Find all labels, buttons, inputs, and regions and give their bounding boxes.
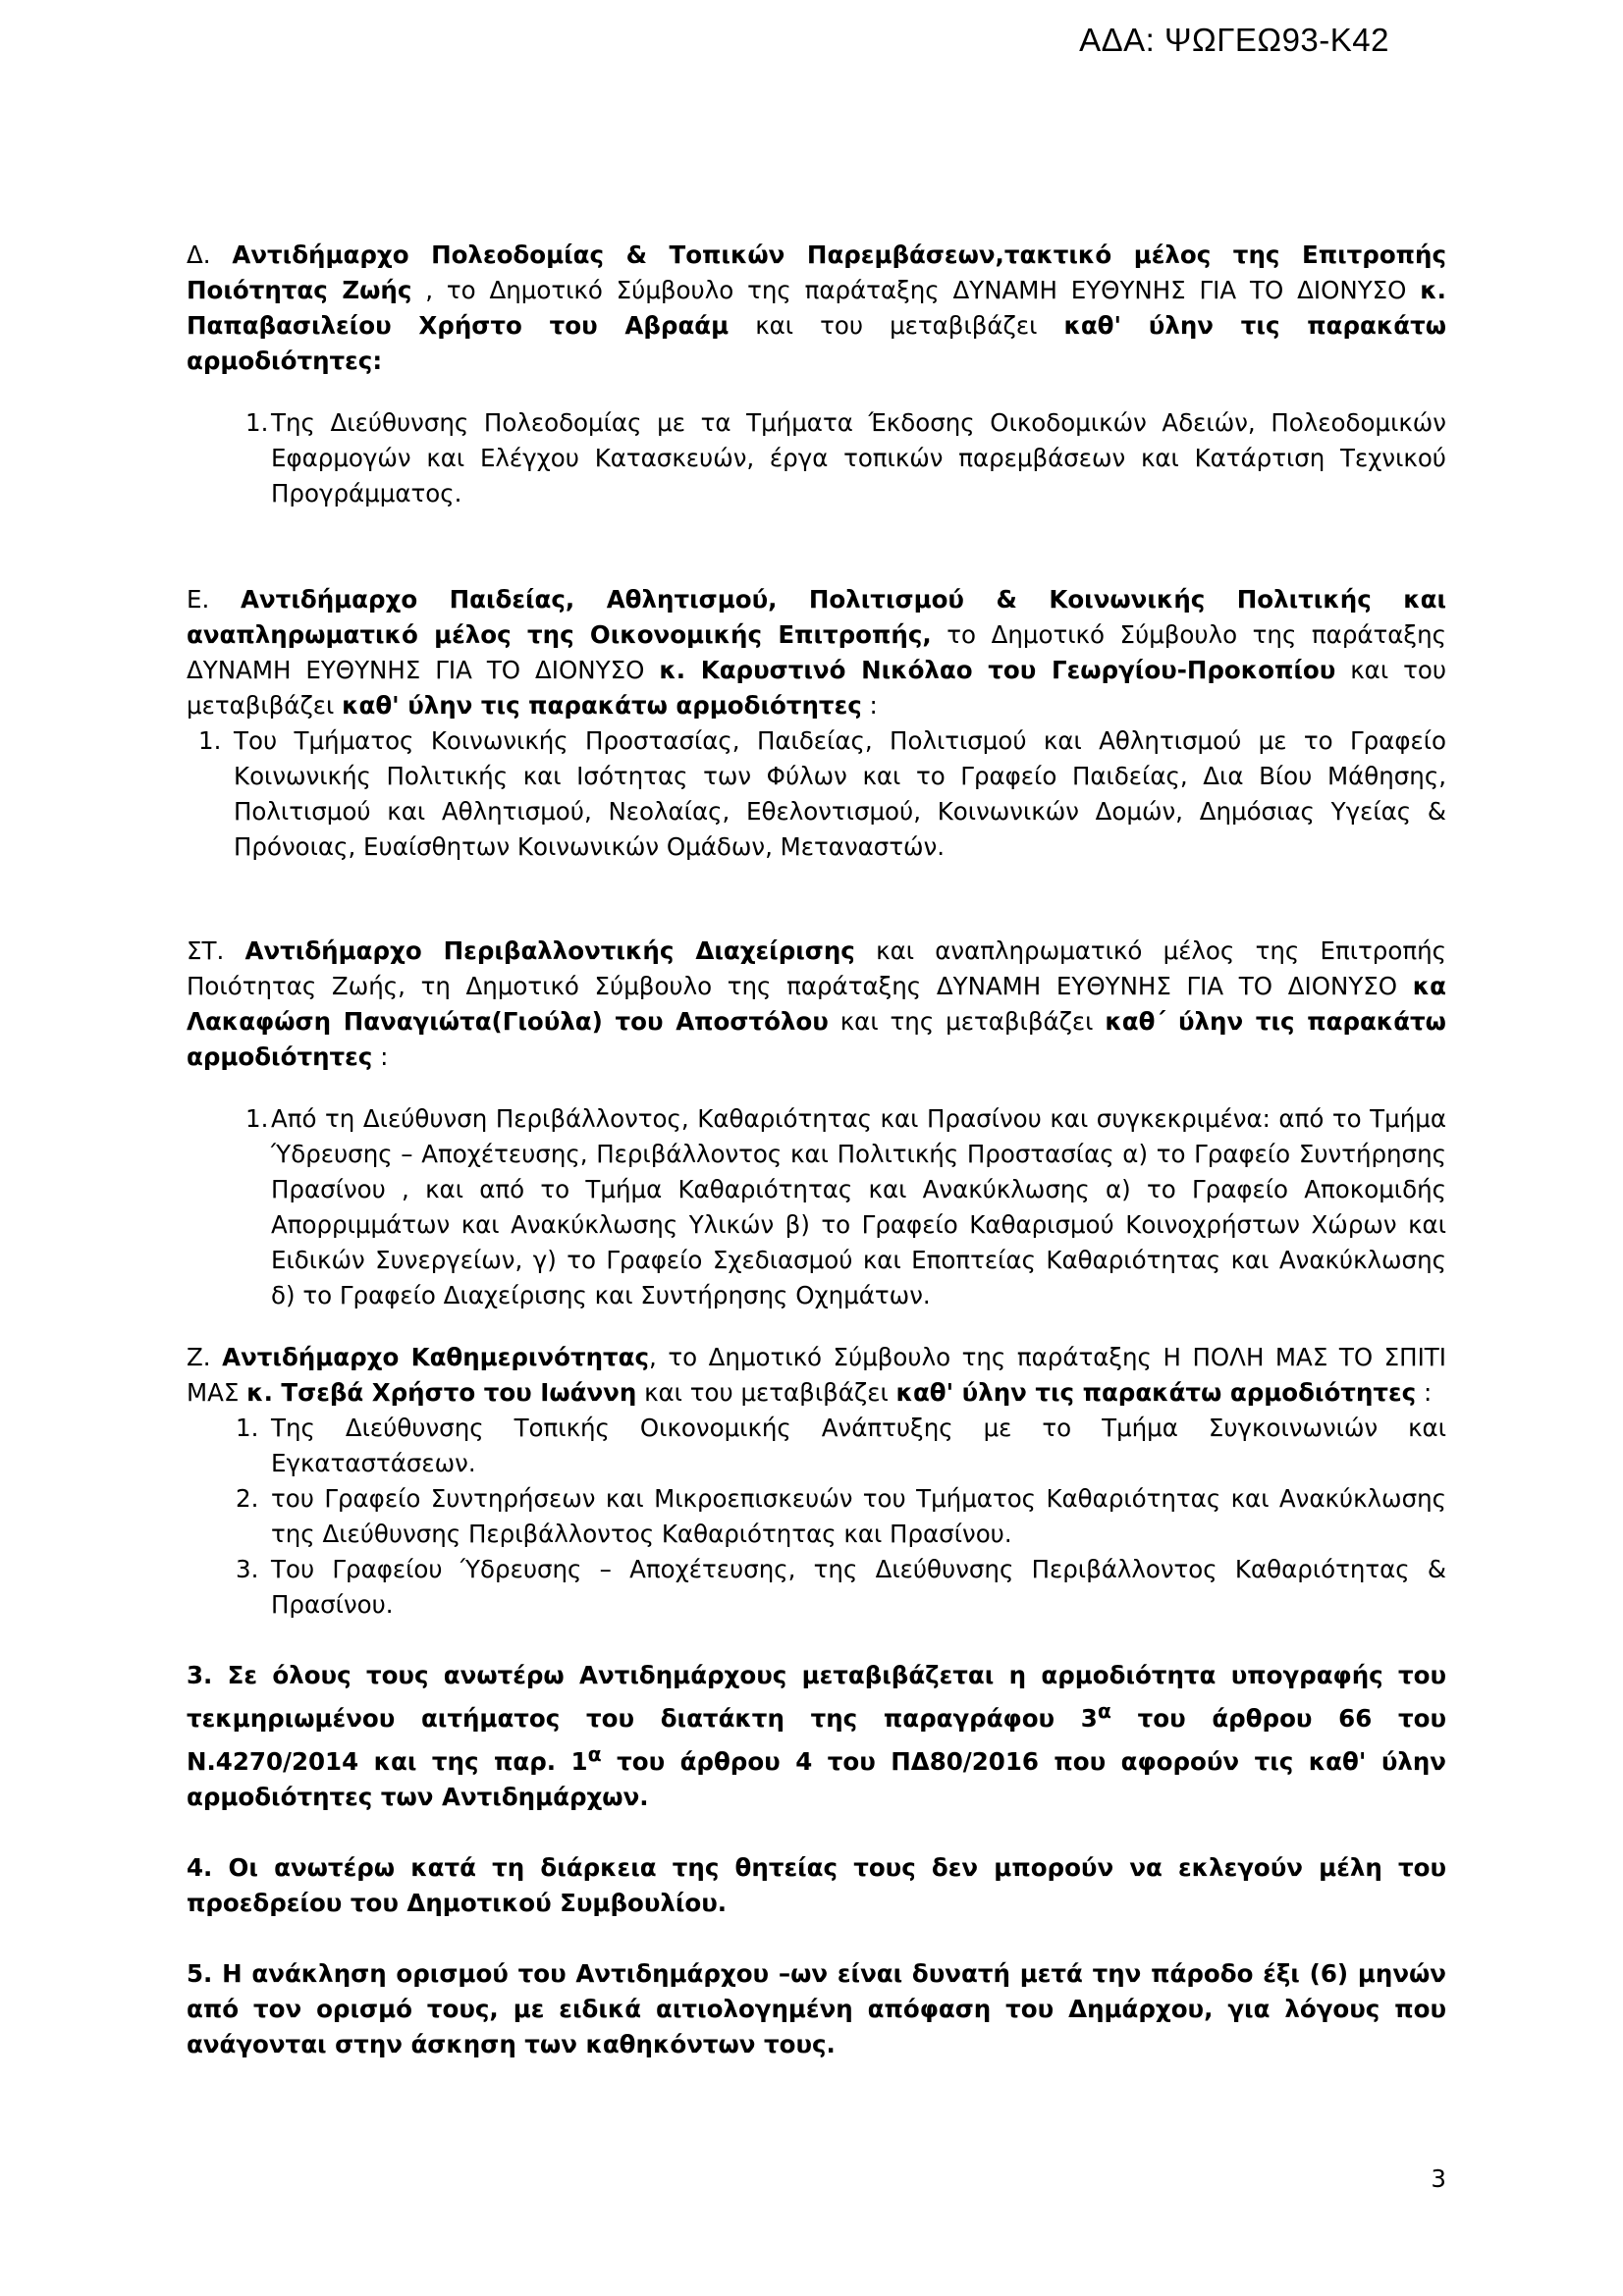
text: και αναπληρωματικό μέλος της Επιτροπής Ποιότητας Ζωής, τη Δημοτικό Σύμβουλο της παράταξης ΔΥΝΑΜΗ ΕΥΘΥΝΗΣ ΓΙΑ ΤΟ ΔΙΟΝΥΣΟ [187, 936, 1446, 1000]
item-text: Της Διεύθυνσης Τοπικής Οικονομικής Ανάπτυξης με το Τμήμα Συγκοινωνιών και Εγκαταστάσεων. [271, 1414, 1446, 1477]
superscript: α [1097, 1699, 1111, 1723]
text: και του μεταβιβάζει [187, 656, 1446, 720]
text: : [861, 691, 878, 720]
text: του άρθρου 66 του Ν.4270/2014 και της παρ. 1 [187, 1704, 1446, 1777]
item-text: Του Γραφείου Ύδρευσης – Αποχέτευσης, της Διεύθυνσης Περιβάλλοντος Καθαριότητας & Πρασίνου. [271, 1555, 1446, 1619]
item-number: 1. [198, 726, 222, 755]
item-number: 1. [236, 1414, 259, 1442]
ada-code: ΑΔΑ: ΨΩΓΕΩ93-Κ42 [1079, 22, 1389, 58]
text: 4. Οι ανωτέρω κατά τη διάρκεια της θητείας τους δεν μπορούν να εκλεγούν μέλη του προεδρείου του Δημοτικού Συμβουλίου. [187, 1853, 1446, 1918]
superscript: α [587, 1742, 602, 1767]
duties-heading: καθ' ύλην τις παρακάτω αρμοδιότητες: [187, 311, 1447, 375]
paragraph-4 [187, 1850, 1446, 1921]
person-name: κ. Καρυστινό Νικόλαο του Γεωργίου-Προκοπίου [659, 656, 1336, 684]
list-item [236, 1552, 1446, 1623]
text: : [1416, 1378, 1433, 1407]
list-item [245, 405, 1446, 511]
role-title: Αντιδήμαρχο Καθημερινότητας [222, 1343, 650, 1371]
text: 5. Η ανάκληση ορισμού του Αντιδημάρχου –ων είναι δυνατή μετά την πάροδο έξι (6) μηνών από τον ορισμό τους, με ειδικά αιτιολογημένη απόφαση του Δημάρχου, για λόγους που ανάγονται στην άσκηση των καθηκόντων τους. [187, 1959, 1446, 2059]
person-name: κ. Παπαβασιλείου Χρήστο του Αβραάμ [187, 276, 1446, 340]
document-body [187, 238, 1446, 2062]
item-text: Του Τμήματος Κοινωνικής Προστασίας, Παιδείας, Πολιτισμού και Αθλητισμού με το Γραφείο Κοινωνικής Πολιτικής και Ισότητας των Φύλων και το Γραφείο Παιδείας, Δια Βίου Μάθησης, Πολιτισμού και Αθλητισμού, Νεολαίας, Εθελοντισμού, Κοινωνικών Δομών, Δημόσιας Υγείας & Πρόνοιας, Ευαίσθητων Κοινωνικών Ομάδων, Μεταναστών. [234, 726, 1446, 861]
list-item [236, 1411, 1446, 1481]
role-title: Αντιδήμαρχο Παιδείας, Αθλητισμού, Πολιτισμού & Κοινωνικής Πολιτικής και αναπληρωματικό μέλος της Οικονομικής Επιτροπής, [187, 585, 1446, 649]
duties-heading: καθ΄ ύλην τις παρακάτω αρμοδιότητες [187, 1007, 1446, 1071]
duties-heading: καθ' ύλην τις παρακάτω αρμοδιότητες [895, 1378, 1417, 1407]
section-label: ΣΤ. [187, 936, 245, 965]
person-name: κ. Τσεβά Χρήστο του Ιωάννη [246, 1378, 637, 1407]
item-number: 1. [245, 408, 269, 437]
paragraph-5 [187, 1956, 1446, 2062]
item-text: του Γραφείο Συντηρήσεων και Μικροεπισκευών του Τμήματος Καθαριότητας και Ανακύκλωσης της Διεύθυνσης Περιβάλλοντος Καθαριότητας και Πρασίνου. [271, 1484, 1446, 1548]
role-title: Αντιδήμαρχο Πολεοδομίας & Τοπικών Παρεμβάσεων,τακτικό μέλος της Επιτροπής Ποιότητας Ζωής [187, 240, 1446, 304]
item-text: Της Διεύθυνσης Πολεοδομίας με τα Τμήματα Έκδοσης Οικοδομικών Αδειών, Πολεοδομικών Εφαρμογών και Ελέγχου Κατασκευών, έργα τοπικών παρεμβάσεων και Κατάρτιση Τεχνικού Προγράμματος. [271, 408, 1446, 507]
text: , το Δημοτικό Σύμβουλο της παράταξης Η ΠΟΛΗ ΜΑΣ ΤΟ ΣΠΙΤΙ ΜΑΣ [187, 1343, 1446, 1407]
item-number: 2. [236, 1484, 259, 1513]
text: και του μεταβιβάζει [636, 1378, 896, 1407]
text: και του μεταβιβάζει [729, 311, 1064, 340]
item-number: 1. [245, 1104, 269, 1133]
list-item [236, 1481, 1446, 1552]
role-title: Αντιδήμαρχο Περιβαλλοντικής Διαχείρισης [244, 936, 855, 965]
text: , το Δημοτικό Σύμβουλο της παράταξης ΔΥΝΑΜΗ ΕΥΘΥΝΗΣ ΓΙΑ ΤΟ ΔΙΟΝΥΣΟ [411, 276, 1421, 304]
item-number: 3. [236, 1555, 259, 1583]
list-item [245, 1101, 1446, 1313]
section-label: Δ. [187, 240, 233, 269]
text: του άρθρου 4 του ΠΔ80/2016 που αφορούν τις καθ' ύλην αρμοδιότητες των Αντιδημάρχων. [187, 1747, 1446, 1812]
section-st-intro [187, 934, 1446, 1075]
text: 3. Σε όλους τους ανωτέρω Αντιδημάρχους μεταβιβάζεται η αρμοδιότητα υπογραφής του τεκμηριωμένου αιτήματος του διατάκτη της παραγράφου 3 [187, 1661, 1446, 1734]
page-number: 3 [1431, 2164, 1446, 2193]
section-d-intro [187, 238, 1446, 379]
person-name: κα Λακαφώση Παναγιώτα(Γιούλα) του Αποστόλου [187, 972, 1446, 1036]
text: : [372, 1042, 389, 1071]
section-e-intro [187, 582, 1446, 723]
paragraph-3 [187, 1658, 1446, 1815]
item-text: Από τη Διεύθυνση Περιβάλλοντος, Καθαριότητας και Πρασίνου και συγκεκριμένα: από το Τμήμα Ύδρευσης – Αποχέτευσης, Περιβάλλοντος και Πολιτικής Προστασίας α) το Γραφείο Συντήρησης Πρασίνου , και από το Τμήμα Καθαριότητας και Ανακύκλωσης α) το Γραφείο Αποκομιδής Απορριμμάτων και Ανακύκλωσης Υλικών β) το Γραφείο Καθαρισμού Κοινοχρήστων Χώρων και Ειδικών Συνεργείων, γ) το Γραφείο Σχεδιασμού και Εποπτείας Καθαριότητας και Ανακύκλωσης δ) το Γραφείο Διαχείρισης και Συντήρησης Οχημάτων. [271, 1104, 1446, 1309]
section-label: Ζ. [187, 1343, 223, 1371]
text: και της μεταβιβάζει [828, 1007, 1106, 1036]
section-label: Ε. [187, 585, 242, 614]
list-item [198, 723, 1446, 865]
section-z-intro [187, 1340, 1446, 1411]
duties-heading: καθ' ύλην τις παρακάτω αρμοδιότητες [342, 691, 862, 720]
text: το Δημοτικό Σύμβουλο της παράταξης ΔΥΝΑΜΗ ΕΥΘΥΝΗΣ ΓΙΑ ΤΟ ΔΙΟΝΥΣΟ [187, 620, 1446, 684]
